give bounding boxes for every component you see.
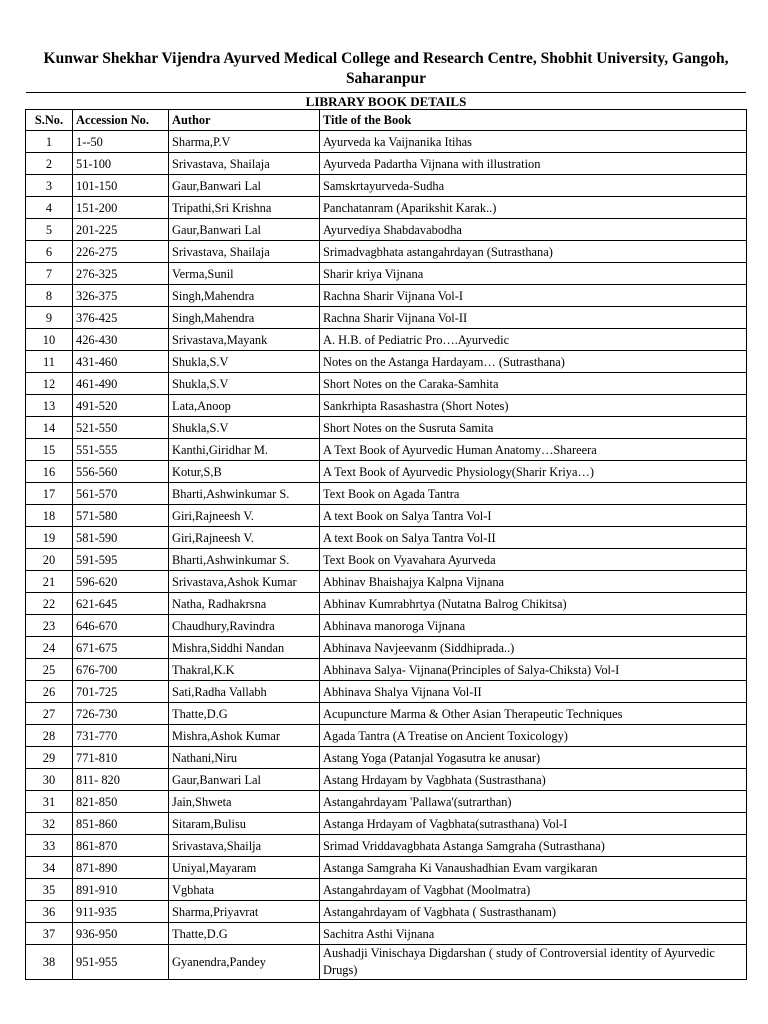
- library-book-table: [25, 109, 747, 980]
- cell-sno: 21: [26, 571, 73, 593]
- table-row: [26, 769, 747, 791]
- table-row: [26, 857, 747, 879]
- cell-author: Srivastava,Shailja: [169, 835, 320, 857]
- cell-author: Giri,Rajneesh V.: [169, 527, 320, 549]
- cell-book-title: Text Book on Agada Tantra: [320, 483, 747, 505]
- cell-book-title: Astanga Samgraha Ki Vanaushadhian Evam vargikaran: [320, 857, 747, 879]
- cell-accession-no: 726-730: [73, 703, 169, 725]
- column-header-title: Title of the Book: [320, 110, 747, 131]
- cell-sno: 30: [26, 769, 73, 791]
- table-row: [26, 945, 747, 980]
- cell-accession-no: 911-935: [73, 901, 169, 923]
- cell-sno: 33: [26, 835, 73, 857]
- table-row: [26, 593, 747, 615]
- cell-sno: 29: [26, 747, 73, 769]
- table-row: [26, 571, 747, 593]
- cell-sno: 3: [26, 175, 73, 197]
- cell-sno: 28: [26, 725, 73, 747]
- cell-accession-no: 431-460: [73, 351, 169, 373]
- cell-accession-no: 676-700: [73, 659, 169, 681]
- cell-sno: 25: [26, 659, 73, 681]
- cell-book-title: Astang Yoga (Patanjal Yogasutra ke anusar): [320, 747, 747, 769]
- cell-book-title: A. H.B. of Pediatric Pro….Ayurvedic: [320, 329, 747, 351]
- cell-book-title: Short Notes on the Caraka-Samhita: [320, 373, 747, 395]
- cell-book-title: Ayurveda ka Vaijnanika Itihas: [320, 131, 747, 153]
- cell-book-title: Abhinav Bhaishajya Kalpna Vijnana: [320, 571, 747, 593]
- cell-accession-no: 701-725: [73, 681, 169, 703]
- cell-accession-no: 426-430: [73, 329, 169, 351]
- table-row: [26, 461, 747, 483]
- table-row: [26, 659, 747, 681]
- cell-sno: 18: [26, 505, 73, 527]
- cell-author: Singh,Mahendra: [169, 307, 320, 329]
- cell-accession-no: 201-225: [73, 219, 169, 241]
- cell-accession-no: 851-860: [73, 813, 169, 835]
- cell-author: Natha, Radhakrsna: [169, 593, 320, 615]
- cell-sno: 2: [26, 153, 73, 175]
- cell-author: Sharma,P.V: [169, 131, 320, 153]
- cell-book-title: Astangahrdayam of Vagbhat (Moolmatra): [320, 879, 747, 901]
- cell-book-title: Ayurveda Padartha Vijnana with illustration: [320, 153, 747, 175]
- cell-accession-no: 596-620: [73, 571, 169, 593]
- cell-book-title: Rachna Sharir Vijnana Vol-II: [320, 307, 747, 329]
- table-row: [26, 153, 747, 175]
- cell-author: Shukla,S.V: [169, 351, 320, 373]
- table-body: [26, 131, 747, 980]
- cell-author: Gyanendra,Pandey: [169, 945, 320, 980]
- table-row: [26, 307, 747, 329]
- cell-sno: 35: [26, 879, 73, 901]
- cell-sno: 11: [26, 351, 73, 373]
- cell-accession-no: 871-890: [73, 857, 169, 879]
- cell-book-title: Abhinava manoroga Vijnana: [320, 615, 747, 637]
- cell-sno: 5: [26, 219, 73, 241]
- table-row: [26, 549, 747, 571]
- cell-book-title: Srimad Vriddavagbhata Astanga Samgraha (Sutrasthana): [320, 835, 747, 857]
- cell-author: Nathani,Niru: [169, 747, 320, 769]
- cell-author: Thatte,D.G: [169, 703, 320, 725]
- cell-accession-no: 101-150: [73, 175, 169, 197]
- cell-sno: 34: [26, 857, 73, 879]
- cell-accession-no: 226-275: [73, 241, 169, 263]
- cell-book-title: Abhinav Kumrabhrtya (Nutatna Balrog Chikitsa): [320, 593, 747, 615]
- cell-sno: 23: [26, 615, 73, 637]
- table-row: [26, 439, 747, 461]
- table-row: [26, 417, 747, 439]
- cell-accession-no: 276-325: [73, 263, 169, 285]
- table-row: [26, 483, 747, 505]
- cell-book-title: Samskrtayurveda-Sudha: [320, 175, 747, 197]
- cell-accession-no: 821-850: [73, 791, 169, 813]
- cell-accession-no: 571-580: [73, 505, 169, 527]
- table-row: [26, 131, 747, 153]
- table-row: [26, 637, 747, 659]
- cell-sno: 13: [26, 395, 73, 417]
- cell-sno: 8: [26, 285, 73, 307]
- cell-accession-no: 811- 820: [73, 769, 169, 791]
- cell-accession-no: 951-955: [73, 945, 169, 980]
- table-row: [26, 681, 747, 703]
- cell-book-title: Astanga Hrdayam of Vagbhata(sutrasthana) Vol-I: [320, 813, 747, 835]
- cell-book-title: Sankrhipta Rasashastra (Short Notes): [320, 395, 747, 417]
- cell-sno: 19: [26, 527, 73, 549]
- table-row: [26, 241, 747, 263]
- cell-accession-no: 461-490: [73, 373, 169, 395]
- cell-sno: 27: [26, 703, 73, 725]
- cell-author: Gaur,Banwari Lal: [169, 219, 320, 241]
- cell-sno: 10: [26, 329, 73, 351]
- table-row: [26, 285, 747, 307]
- column-header-sno: S.No.: [26, 110, 73, 131]
- cell-book-title: A Text Book of Ayurvedic Physiology(Sharir Kriya…): [320, 461, 747, 483]
- cell-author: Lata,Anoop: [169, 395, 320, 417]
- table-row: [26, 615, 747, 637]
- table-row: [26, 351, 747, 373]
- cell-book-title: Acupuncture Marma & Other Asian Therapeutic Techniques: [320, 703, 747, 725]
- cell-author: Gaur,Banwari Lal: [169, 769, 320, 791]
- cell-accession-no: 646-670: [73, 615, 169, 637]
- cell-author: Bharti,Ashwinkumar S.: [169, 483, 320, 505]
- table-row: [26, 725, 747, 747]
- cell-author: Thakral,K.K: [169, 659, 320, 681]
- cell-sno: 6: [26, 241, 73, 263]
- table-row: [26, 703, 747, 725]
- cell-author: Chaudhury,Ravindra: [169, 615, 320, 637]
- table-row: [26, 791, 747, 813]
- cell-book-title: Rachna Sharir Vijnana Vol-I: [320, 285, 747, 307]
- cell-accession-no: 1--50: [73, 131, 169, 153]
- cell-accession-no: 326-375: [73, 285, 169, 307]
- cell-author: Uniyal,Mayaram: [169, 857, 320, 879]
- table-row: [26, 923, 747, 945]
- table-row: [26, 263, 747, 285]
- cell-author: Bharti,Ashwinkumar S.: [169, 549, 320, 571]
- cell-sno: 4: [26, 197, 73, 219]
- cell-author: Shukla,S.V: [169, 373, 320, 395]
- cell-sno: 36: [26, 901, 73, 923]
- cell-sno: 9: [26, 307, 73, 329]
- cell-sno: 12: [26, 373, 73, 395]
- cell-sno: 31: [26, 791, 73, 813]
- cell-author: Srivastava,Ashok Kumar: [169, 571, 320, 593]
- cell-book-title: Short Notes on the Susruta Samita: [320, 417, 747, 439]
- cell-sno: 38: [26, 945, 73, 980]
- table-row: [26, 835, 747, 857]
- cell-book-title: Panchatanram (Aparikshit Karak..): [320, 197, 747, 219]
- cell-accession-no: 376-425: [73, 307, 169, 329]
- table-row: [26, 373, 747, 395]
- table-row: [26, 505, 747, 527]
- cell-book-title: Abhinava Navjeevanm (Siddhiprada..): [320, 637, 747, 659]
- cell-book-title: Sharir kriya Vijnana: [320, 263, 747, 285]
- cell-author: Sharma,Priyavrat: [169, 901, 320, 923]
- cell-sno: 24: [26, 637, 73, 659]
- cell-accession-no: 891-910: [73, 879, 169, 901]
- cell-book-title: Astang Hrdayam by Vagbhata (Sustrasthana): [320, 769, 747, 791]
- cell-book-title: Abhinava Salya- Vijnana(Principles of Salya-Chiksta) Vol-I: [320, 659, 747, 681]
- cell-accession-no: 581-590: [73, 527, 169, 549]
- cell-author: Srivastava, Shailaja: [169, 241, 320, 263]
- cell-book-title: Astangahrdayam 'Pallawa'(sutrarthan): [320, 791, 747, 813]
- cell-author: Srivastava, Shailaja: [169, 153, 320, 175]
- cell-sno: 1: [26, 131, 73, 153]
- cell-sno: 17: [26, 483, 73, 505]
- cell-sno: 16: [26, 461, 73, 483]
- cell-book-title: Aushadji Vinischaya Digdarshan ( study of Controversial identity of Ayurvedic Drugs): [320, 945, 747, 980]
- cell-author: Shukla,S.V: [169, 417, 320, 439]
- cell-sno: 14: [26, 417, 73, 439]
- cell-book-title: Abhinava Shalya Vijnana Vol-II: [320, 681, 747, 703]
- cell-sno: 37: [26, 923, 73, 945]
- cell-author: Tripathi,Sri Krishna: [169, 197, 320, 219]
- cell-sno: 22: [26, 593, 73, 615]
- table-row: [26, 879, 747, 901]
- table-row: [26, 219, 747, 241]
- cell-book-title: A Text Book of Ayurvedic Human Anatomy…Shareera: [320, 439, 747, 461]
- cell-accession-no: 671-675: [73, 637, 169, 659]
- cell-sno: 32: [26, 813, 73, 835]
- table-row: [26, 747, 747, 769]
- cell-book-title: Astangahrdayam of Vagbhata ( Sustrasthanam): [320, 901, 747, 923]
- cell-sno: 26: [26, 681, 73, 703]
- cell-accession-no: 591-595: [73, 549, 169, 571]
- cell-book-title: Text Book on Vyavahara Ayurveda: [320, 549, 747, 571]
- cell-sno: 20: [26, 549, 73, 571]
- table-row: [26, 527, 747, 549]
- cell-accession-no: 561-570: [73, 483, 169, 505]
- cell-book-title: Sachitra Asthi Vijnana: [320, 923, 747, 945]
- cell-accession-no: 521-550: [73, 417, 169, 439]
- cell-book-title: A text Book on Salya Tantra Vol-II: [320, 527, 747, 549]
- table-row: [26, 329, 747, 351]
- cell-sno: 7: [26, 263, 73, 285]
- table-row: [26, 175, 747, 197]
- cell-author: Mishra,Ashok Kumar: [169, 725, 320, 747]
- table-row: [26, 395, 747, 417]
- cell-author: Vgbhata: [169, 879, 320, 901]
- cell-author: Mishra,Siddhi Nandan: [169, 637, 320, 659]
- column-header-author: Author: [169, 110, 320, 131]
- cell-author: Sati,Radha Vallabh: [169, 681, 320, 703]
- cell-author: Verma,Sunil: [169, 263, 320, 285]
- cell-author: Kanthi,Giridhar M.: [169, 439, 320, 461]
- cell-accession-no: 731-770: [73, 725, 169, 747]
- cell-author: Thatte,D.G: [169, 923, 320, 945]
- cell-accession-no: 151-200: [73, 197, 169, 219]
- cell-author: Giri,Rajneesh V.: [169, 505, 320, 527]
- cell-author: Singh,Mahendra: [169, 285, 320, 307]
- cell-sno: 15: [26, 439, 73, 461]
- cell-accession-no: 621-645: [73, 593, 169, 615]
- cell-author: Srivastava,Mayank: [169, 329, 320, 351]
- cell-author: Kotur,S,B: [169, 461, 320, 483]
- table-caption: LIBRARY BOOK DETAILS: [26, 92, 746, 110]
- cell-accession-no: 861-870: [73, 835, 169, 857]
- cell-accession-no: 936-950: [73, 923, 169, 945]
- cell-accession-no: 491-520: [73, 395, 169, 417]
- cell-book-title: Agada Tantra (A Treatise on Ancient Toxicology): [320, 725, 747, 747]
- cell-book-title: Notes on the Astanga Hardayam… (Sutrasthana): [320, 351, 747, 373]
- cell-book-title: Ayurvediya Shabdavabodha: [320, 219, 747, 241]
- cell-accession-no: 551-555: [73, 439, 169, 461]
- column-header-accession: Accession No.: [73, 110, 169, 131]
- cell-author: Gaur,Banwari Lal: [169, 175, 320, 197]
- table-row: [26, 901, 747, 923]
- cell-book-title: Srimadvagbhata astangahrdayan (Sutrasthana): [320, 241, 747, 263]
- table-row: [26, 197, 747, 219]
- table-row: [26, 813, 747, 835]
- page-title: Kunwar Shekhar Vijendra Ayurved Medical College and Research Centre, Shobhit University, Gangoh, Saharanpur: [43, 50, 729, 87]
- cell-accession-no: 51-100: [73, 153, 169, 175]
- cell-book-title: A text Book on Salya Tantra Vol-I: [320, 505, 747, 527]
- cell-author: Jain,Shweta: [169, 791, 320, 813]
- cell-accession-no: 556-560: [73, 461, 169, 483]
- cell-accession-no: 771-810: [73, 747, 169, 769]
- table-header-row: [26, 110, 747, 131]
- cell-author: Sitaram,Bulisu: [169, 813, 320, 835]
